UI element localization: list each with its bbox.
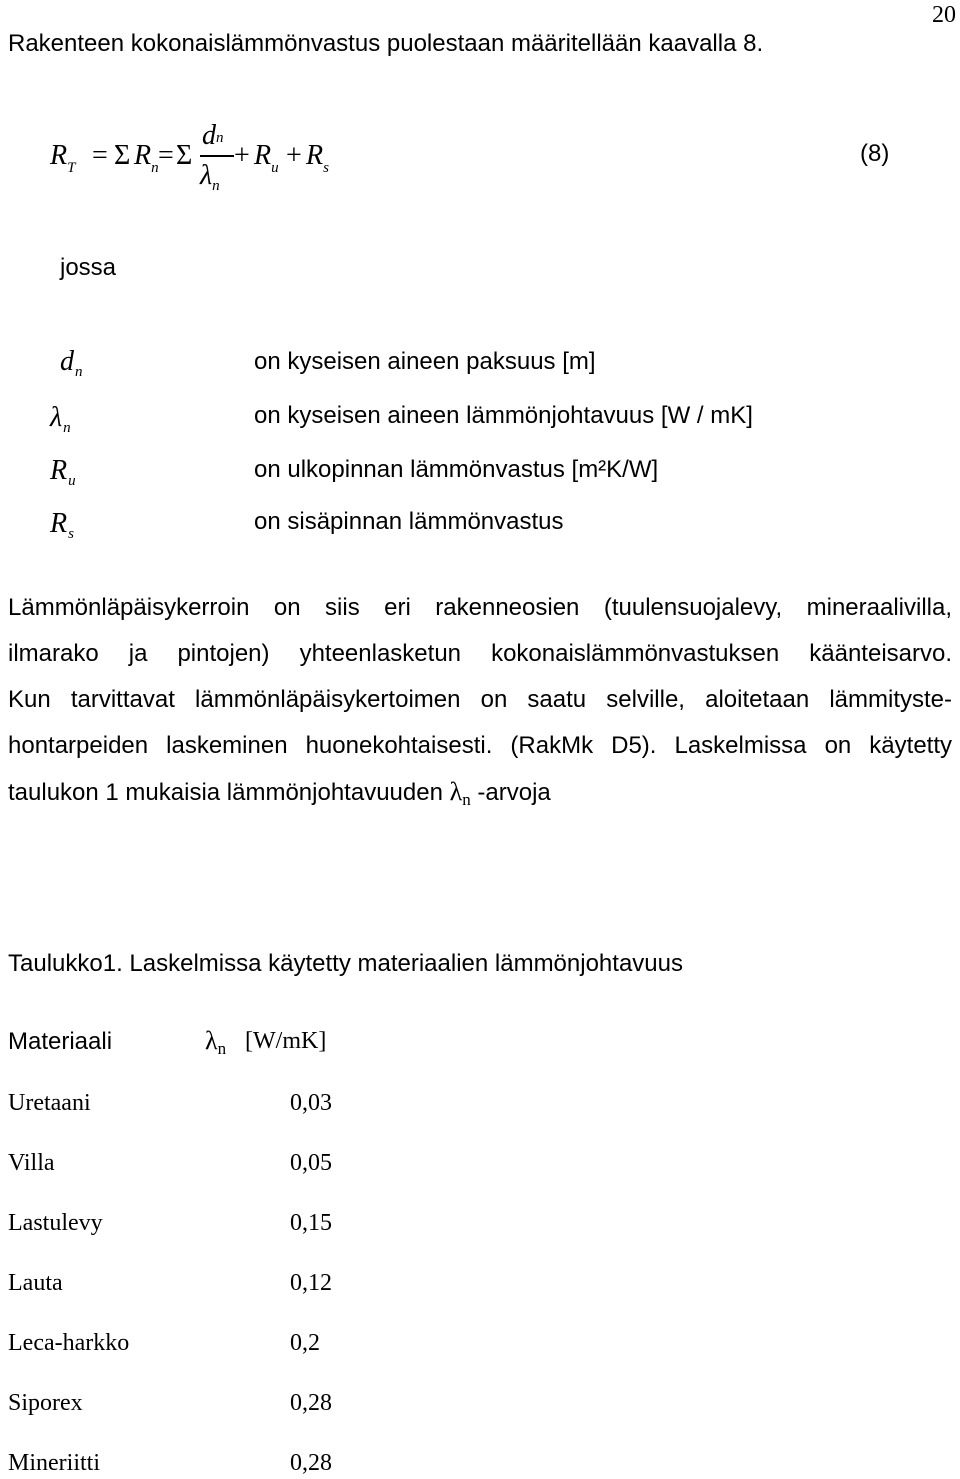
table-caption: Taulukko1. Laskelmissa käytetty materiaalien lämmönjohtavuus: [8, 950, 683, 977]
page-number: 20: [932, 2, 956, 28]
formula-equals-1: =: [92, 140, 108, 171]
table-cell-material: Uretaani: [8, 1090, 91, 1116]
fraction-bar: [200, 155, 234, 157]
paragraph-line: taulukon 1 mukaisia lämmönjohtavuuden $\lambda_n$ -arvoja: [8, 777, 551, 809]
formula-equals-2: =: [158, 140, 174, 171]
table-cell-value: 0,2: [290, 1330, 320, 1356]
formula-r-s: $R_s$: [306, 140, 329, 176]
formula-r-n: $R_n$: [134, 140, 159, 176]
table-header-lambda: λn: [205, 1026, 227, 1058]
table-cell-material: Leca-harkko: [8, 1330, 130, 1356]
paragraph-line: hontarpeiden laskeminen huonekohtaisesti. (RakMk D5). Laskelmissa on käytetty: [8, 732, 952, 759]
formula-plus-2: +: [286, 140, 302, 171]
table-cell-value: 0,12: [290, 1270, 332, 1296]
table-header-material: Materiaali: [8, 1028, 113, 1055]
definition-text: on sisäpinnan lämmönvastus: [254, 508, 564, 535]
definition-text: on kyseisen aineen paksuus [m]: [254, 348, 596, 375]
jossa-label: jossa: [60, 254, 117, 281]
paragraph-line: Lämmönläpäisykerroin on siis eri rakenneosien (tuulensuojalevy, mineraalivilla,: [8, 594, 952, 621]
intro-text: Rakenteen kokonaislämmönvastus puolestaan määritellään kaavalla 8.: [8, 30, 764, 57]
formula-denominator-lambda: $\lambda_n$: [200, 160, 220, 194]
formula-plus-1: +: [234, 140, 250, 171]
table-cell-value: 0,28: [290, 1390, 332, 1416]
table-cell-material: Villa: [8, 1150, 55, 1176]
definition-symbol: $d_n$: [60, 346, 83, 380]
table-cell-value: 0,28: [290, 1450, 332, 1476]
table-cell-value: 0,15: [290, 1210, 332, 1236]
table-cell-material: Mineriitti: [8, 1450, 100, 1476]
body-paragraph: [8, 585, 952, 818]
table-cell-value: 0,05: [290, 1150, 332, 1176]
definition-symbol: $\lambda_n$: [50, 402, 71, 436]
formula-sigma-2: Σ: [176, 140, 193, 171]
paragraph-line: Kun tarvittavat lämmönläpäisykertoimen on saatu selville, aloitetaan lämmityste-: [8, 686, 952, 713]
table-cell-material: Lastulevy: [8, 1210, 103, 1236]
table-cell-material: Siporex: [8, 1390, 83, 1416]
table-cell-value: 0,03: [290, 1090, 332, 1116]
definition-text: on ulkopinnan lämmönvastus [m²K/W]: [254, 456, 659, 483]
formula-r-total: $R_T$: [50, 140, 76, 176]
definition-symbol: $R_u$: [50, 455, 76, 489]
formula-numerator-d: dn: [202, 120, 224, 151]
formula-r-u: $R_u$: [254, 140, 279, 176]
table-header-unit: [W/mK]: [245, 1028, 327, 1054]
definition-symbol: $R_s$: [50, 508, 74, 542]
formula-sigma-1: Σ: [114, 140, 131, 171]
paragraph-line: ilmarako ja pintojen) yhteenlasketun kokonaislämmönvastuksen käänteisarvo.: [8, 640, 952, 667]
equation-number: (8): [860, 140, 890, 167]
table-cell-material: Lauta: [8, 1270, 63, 1296]
definition-text: on kyseisen aineen lämmönjohtavuus [W / mK]: [254, 402, 753, 429]
